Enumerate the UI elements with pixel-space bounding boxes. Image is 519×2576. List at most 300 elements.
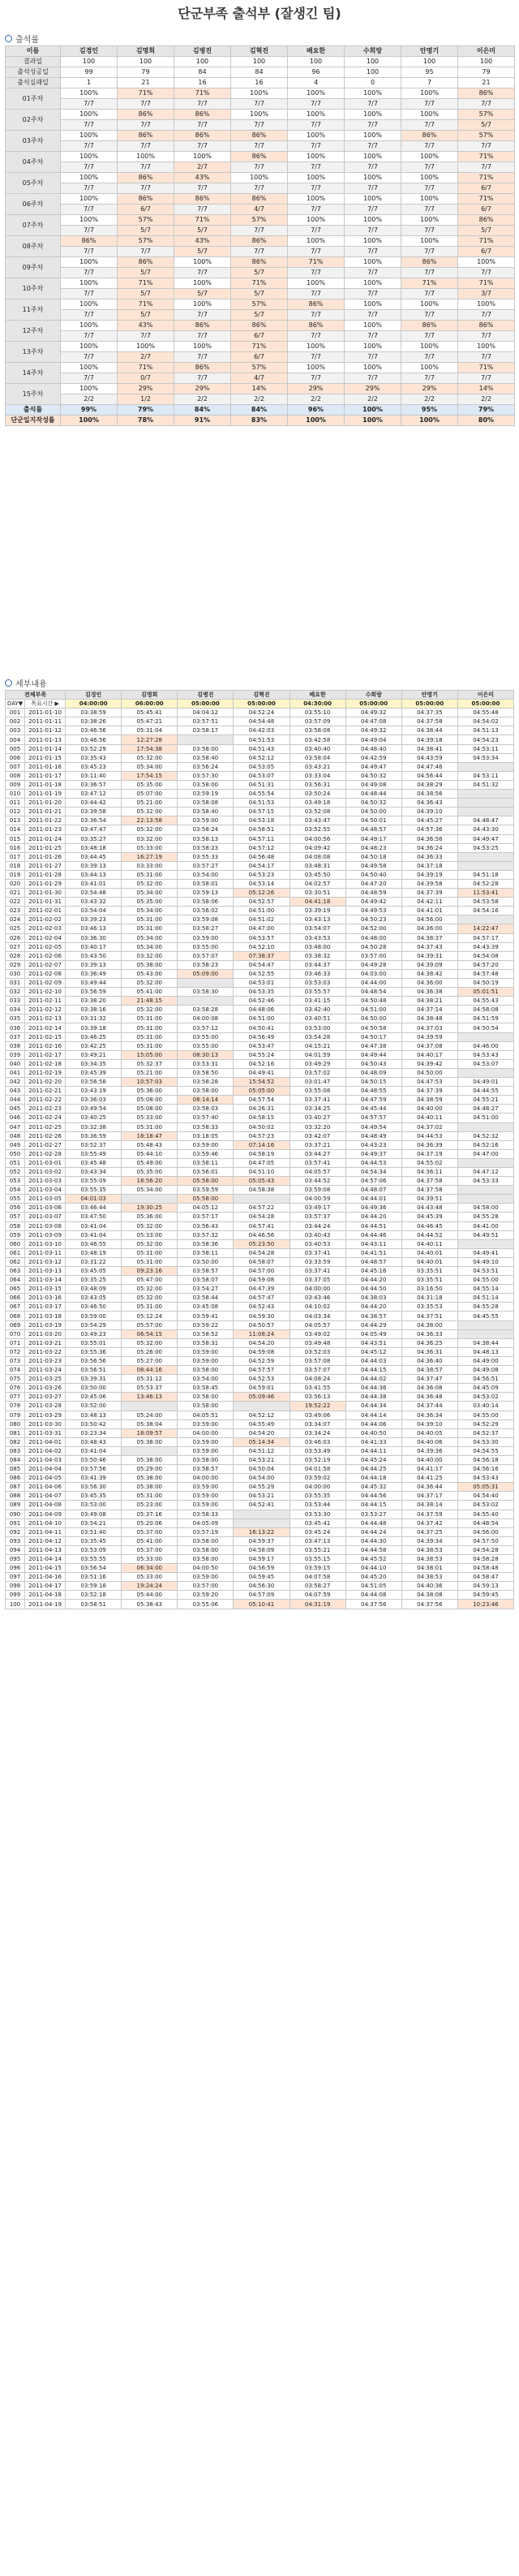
time-cell: 03:58:50 bbox=[178, 1068, 234, 1077]
bullet-icon bbox=[5, 679, 12, 687]
time-cell bbox=[457, 861, 513, 870]
days-value: 7/7 bbox=[174, 373, 231, 384]
day-cell: 2011-03-05 bbox=[25, 1195, 66, 1204]
day-cell: 026 bbox=[6, 933, 25, 942]
time-cell: 04:38:59 bbox=[401, 1096, 457, 1105]
time-cell: 03:33:59 bbox=[290, 1257, 345, 1266]
rate-value: 100% bbox=[61, 342, 118, 352]
meta-value: 21 bbox=[458, 78, 515, 88]
time-cell: 03:43:53 bbox=[290, 933, 345, 942]
day-cell: 095 bbox=[6, 1555, 25, 1564]
time-cell: 04:38:44 bbox=[401, 726, 457, 735]
rate-value: 71% bbox=[118, 299, 174, 310]
row-label: 단군일지작성률 bbox=[6, 416, 61, 426]
days-value: 7/7 bbox=[61, 120, 118, 131]
time-cell: 03:40:53 bbox=[290, 1239, 345, 1248]
time-cell: 03:41:04 bbox=[66, 1230, 122, 1239]
day-cell: 060 bbox=[6, 1239, 25, 1248]
time-cell: 04:37:25 bbox=[401, 1527, 457, 1536]
rate-value: 86% bbox=[231, 194, 288, 205]
time-cell: 04:51:05 bbox=[345, 1582, 401, 1591]
time-cell: 04:37:39 bbox=[401, 1087, 457, 1096]
time-cell: 03:45:06 bbox=[66, 1393, 122, 1402]
time-cell: 04:44:15 bbox=[345, 1366, 401, 1375]
time-cell: 04:56:16 bbox=[457, 1465, 513, 1474]
time-cell: 04:49:58 bbox=[345, 861, 401, 870]
day-cell: 072 bbox=[6, 1347, 25, 1356]
day-cell: 2011-02-28 bbox=[25, 1149, 66, 1158]
header-cell: 김경인 bbox=[61, 46, 118, 57]
detail-row bbox=[6, 1366, 514, 1375]
daily-log-value: 100% bbox=[401, 416, 458, 426]
target-time: 05:00:00 bbox=[345, 700, 401, 709]
days-value: 3/7 bbox=[458, 289, 515, 299]
rate-value: 100% bbox=[61, 299, 118, 310]
time-cell: 03:42:40 bbox=[290, 1006, 345, 1014]
time-cell: 03:49:18 bbox=[290, 799, 345, 808]
detail-row bbox=[6, 1239, 514, 1248]
time-cell: 03:53:09 bbox=[66, 1545, 122, 1554]
days-value: 7/7 bbox=[61, 205, 118, 215]
day-cell: 2011-03-25 bbox=[25, 1375, 66, 1384]
time-cell: 04:52:16 bbox=[234, 1059, 290, 1068]
days-value: 7/7 bbox=[288, 162, 345, 173]
time-cell: 04:48:13 bbox=[457, 1347, 513, 1356]
time-cell: 04:52:46 bbox=[234, 997, 290, 1006]
day-cell: 2011-02-20 bbox=[25, 1078, 66, 1087]
time-cell: 04:55:54 bbox=[234, 790, 290, 799]
target-time: 04:00:00 bbox=[66, 700, 122, 709]
total-rate-value: 79% bbox=[458, 405, 515, 416]
day-cell: 028 bbox=[6, 951, 25, 960]
time-cell: 03:58:03 bbox=[178, 1105, 234, 1114]
time-cell: 03:59:18 bbox=[66, 1582, 122, 1591]
days-value: 7/7 bbox=[458, 331, 515, 342]
time-cell: 04:03:34 bbox=[290, 1312, 345, 1320]
rate-value: 100% bbox=[401, 110, 458, 120]
day-cell: 2011-01-22 bbox=[25, 816, 66, 825]
time-cell: 04:53:14 bbox=[234, 879, 290, 888]
time-cell: 05:32:00 bbox=[122, 1239, 178, 1248]
week-label: 15주차 bbox=[6, 384, 61, 405]
time-cell: 04:38:01 bbox=[401, 1564, 457, 1573]
days-value: 7/7 bbox=[401, 99, 458, 110]
time-cell: 04:38:53 bbox=[401, 1573, 457, 1582]
detail-row bbox=[6, 1059, 514, 1068]
time-cell: 04:49:53 bbox=[345, 907, 401, 915]
time-cell: 04:36:39 bbox=[401, 1140, 457, 1149]
rate-value: 86% bbox=[174, 321, 231, 331]
days-value: 5/7 bbox=[118, 226, 174, 236]
time-cell: 04:38:03 bbox=[345, 1294, 401, 1303]
time-cell: 03:57:41 bbox=[290, 1158, 345, 1167]
day-cell: 079 bbox=[6, 1411, 25, 1419]
days-value: 1/2 bbox=[118, 394, 174, 405]
time-cell: 04:36:31 bbox=[401, 1347, 457, 1356]
detail-row bbox=[6, 1267, 514, 1276]
time-cell: 04:49:08 bbox=[457, 1366, 513, 1375]
time-cell: 04:50:00 bbox=[345, 1014, 401, 1023]
days-value: 5/7 bbox=[458, 226, 515, 236]
rate-value: 29% bbox=[401, 384, 458, 394]
day-cell: 2011-01-12 bbox=[25, 726, 66, 735]
detail-row bbox=[6, 1393, 514, 1402]
meta-value: 100 bbox=[401, 57, 458, 67]
week-days-row bbox=[6, 394, 515, 405]
daily-log-rate-row bbox=[6, 416, 515, 426]
days-value: 4/7 bbox=[231, 205, 288, 215]
rate-value: 100% bbox=[288, 173, 345, 183]
time-cell: 03:35:51 bbox=[401, 1276, 457, 1285]
day-cell: 044 bbox=[6, 1096, 25, 1105]
time-cell: 04:50:32 bbox=[345, 799, 401, 808]
time-cell: 04:01:58 bbox=[290, 1465, 345, 1474]
time-cell: 04:37:42 bbox=[401, 1518, 457, 1527]
day-cell: 2011-04-16 bbox=[25, 1573, 66, 1582]
week-label: 11주차 bbox=[6, 299, 61, 321]
time-cell: 03:56:31 bbox=[290, 780, 345, 789]
time-cell: 04:39:10 bbox=[401, 1419, 457, 1428]
time-cell: 04:49:47 bbox=[457, 834, 513, 843]
time-cell: 04:37:58 bbox=[401, 1186, 457, 1195]
detail-row bbox=[6, 1177, 514, 1186]
time-cell: 04:43:59 bbox=[401, 753, 457, 762]
days-value: 7/7 bbox=[288, 226, 345, 236]
day-cell: 038 bbox=[6, 1041, 25, 1050]
time-cell: 04:55:40 bbox=[457, 1510, 513, 1518]
time-cell: 05:31:00 bbox=[122, 1041, 178, 1050]
detail-row bbox=[6, 1014, 514, 1023]
day-cell: 2011-04-19 bbox=[25, 1600, 66, 1609]
time-cell: 04:54:00 bbox=[234, 1474, 290, 1483]
rate-value: 100% bbox=[288, 110, 345, 120]
time-cell: 18:18:47 bbox=[122, 1131, 178, 1140]
time-cell bbox=[457, 762, 513, 771]
time-cell: 04:52:12 bbox=[234, 1411, 290, 1419]
day-cell: 2011-03-10 bbox=[25, 1239, 66, 1248]
time-cell: 04:50:41 bbox=[234, 1023, 290, 1032]
detail-row bbox=[6, 1510, 514, 1518]
time-cell: 04:44:14 bbox=[345, 1411, 401, 1419]
time-cell: 04:53:57 bbox=[234, 933, 290, 942]
time-cell: 03:56:01 bbox=[178, 1167, 234, 1176]
time-cell: 04:39:31 bbox=[401, 951, 457, 960]
rate-value: 71% bbox=[401, 278, 458, 289]
time-cell: 04:40:00 bbox=[401, 1105, 457, 1114]
time-cell: 03:57:00 bbox=[345, 951, 401, 960]
detail-row bbox=[6, 1195, 514, 1204]
time-cell: 03:37:21 bbox=[290, 1140, 345, 1149]
time-cell: 03:58:28 bbox=[178, 1006, 234, 1014]
time-cell bbox=[457, 1320, 513, 1329]
days-value: 7/7 bbox=[345, 352, 401, 363]
week-rate-row bbox=[6, 110, 515, 120]
time-cell: 04:03:00 bbox=[345, 969, 401, 978]
time-cell: 05:32:00 bbox=[122, 825, 178, 834]
day-cell: 2011-03-31 bbox=[25, 1428, 66, 1437]
day-cell: 017 bbox=[6, 852, 25, 861]
detail-row bbox=[6, 753, 514, 762]
header-cell: 김혁진 bbox=[234, 691, 290, 700]
time-cell: 04:48:27 bbox=[457, 1105, 513, 1114]
time-cell: 05:38:00 bbox=[122, 1474, 178, 1483]
time-cell: 05:10:41 bbox=[234, 1600, 290, 1609]
time-cell: 04:53:18 bbox=[234, 816, 290, 825]
time-cell: 03:38:20 bbox=[66, 997, 122, 1006]
days-value: 5/7 bbox=[118, 289, 174, 299]
day-cell: 2011-03-12 bbox=[25, 1257, 66, 1266]
rate-value: 100% bbox=[345, 194, 401, 205]
time-cell: 03:58:11 bbox=[178, 1158, 234, 1167]
days-value: 7/7 bbox=[61, 373, 118, 384]
time-cell: 04:52:28 bbox=[457, 879, 513, 888]
time-cell: 03:58:00 bbox=[178, 1087, 234, 1096]
time-cell: 04:57:15 bbox=[234, 808, 290, 816]
day-cell: 2011-02-08 bbox=[25, 969, 66, 978]
time-cell: 04:44:34 bbox=[345, 1402, 401, 1411]
time-cell: 03:55:08 bbox=[290, 1087, 345, 1096]
days-value: 7/7 bbox=[174, 310, 231, 321]
time-cell: 04:58:09 bbox=[234, 1545, 290, 1554]
week-label: 09주차 bbox=[6, 257, 61, 278]
time-cell: 03:35:53 bbox=[401, 1303, 457, 1312]
time-cell: 04:38:29 bbox=[401, 780, 457, 789]
rate-value: 100% bbox=[61, 215, 118, 226]
rate-value: 100% bbox=[345, 152, 401, 162]
time-cell: 04:44:06 bbox=[345, 1419, 401, 1428]
time-cell: 03:40:14 bbox=[457, 1402, 513, 1411]
time-cell: 03:57:02 bbox=[290, 1068, 345, 1077]
time-cell: 04:48:57 bbox=[345, 825, 401, 834]
time-cell: 04:53:05 bbox=[234, 762, 290, 771]
time-cell bbox=[457, 1068, 513, 1077]
time-cell: 03:55:00 bbox=[178, 942, 234, 951]
time-cell: 05:32:00 bbox=[122, 879, 178, 888]
time-cell: 04:52:43 bbox=[234, 1303, 290, 1312]
time-cell: 04:43:48 bbox=[401, 1204, 457, 1213]
time-cell: 04:51:00 bbox=[234, 907, 290, 915]
day-cell: 2011-02-12 bbox=[25, 1006, 66, 1014]
time-cell bbox=[457, 1186, 513, 1195]
time-cell: 05:58:00 bbox=[178, 1195, 234, 1204]
time-cell: 04:42:03 bbox=[234, 726, 290, 735]
days-value: 2/7 bbox=[174, 162, 231, 173]
detail-row bbox=[6, 717, 514, 726]
total-rate-value: 79% bbox=[118, 405, 174, 416]
time-cell: 04:51:13 bbox=[457, 726, 513, 735]
time-cell: 03:46:55 bbox=[66, 1239, 122, 1248]
day-cell: 003 bbox=[6, 726, 25, 735]
time-cell: 04:57:22 bbox=[234, 1204, 290, 1213]
time-cell: 04:53:58 bbox=[457, 898, 513, 907]
day-cell: 023 bbox=[6, 907, 25, 915]
meta-value: 79 bbox=[118, 67, 174, 78]
rate-value: 86% bbox=[174, 110, 231, 120]
time-cell: 03:55:36 bbox=[66, 1347, 122, 1356]
time-cell: 10:23:46 bbox=[457, 1600, 513, 1609]
time-cell: 03:43:19 bbox=[66, 1087, 122, 1096]
time-cell: 05:20:06 bbox=[122, 1518, 178, 1527]
day-cell: 2011-02-13 bbox=[25, 1014, 66, 1023]
time-cell: 04:44:10 bbox=[345, 1564, 401, 1573]
rate-value: 100% bbox=[401, 342, 458, 352]
day-cell: 068 bbox=[6, 1312, 25, 1320]
time-cell: 03:49:48 bbox=[290, 1338, 345, 1347]
day-cell: 2011-02-11 bbox=[25, 997, 66, 1006]
time-cell: 04:02:57 bbox=[290, 879, 345, 888]
days-value: 7/7 bbox=[401, 141, 458, 152]
time-cell: 03:59:00 bbox=[178, 1419, 234, 1428]
time-cell: 09:23:16 bbox=[122, 1267, 178, 1276]
time-cell: 04:01:03 bbox=[66, 1195, 122, 1204]
day-cell: 085 bbox=[6, 1465, 25, 1474]
day-cell: 2011-02-17 bbox=[25, 1050, 66, 1059]
time-cell: 04:44:20 bbox=[345, 1303, 401, 1312]
day-cell: 074 bbox=[6, 1366, 25, 1375]
time-cell: 04:53:51 bbox=[457, 1267, 513, 1276]
week-label: 05주차 bbox=[6, 173, 61, 194]
time-cell: 03:57:30 bbox=[178, 771, 234, 780]
week-label: 01주차 bbox=[6, 88, 61, 110]
day-cell: 2011-03-27 bbox=[25, 1393, 66, 1402]
time-cell: 03:50:00 bbox=[66, 1384, 122, 1393]
time-cell: 03:55:21 bbox=[290, 1545, 345, 1554]
time-cell: 03:48:19 bbox=[66, 1248, 122, 1257]
time-cell: 03:49:44 bbox=[66, 979, 122, 988]
time-cell: 03:39:23 bbox=[66, 915, 122, 924]
days-value: 6/7 bbox=[458, 205, 515, 215]
time-cell: 03:41:04 bbox=[66, 1446, 122, 1455]
time-cell: 05:21:00 bbox=[122, 1068, 178, 1077]
time-cell: 05:47:00 bbox=[122, 1276, 178, 1285]
days-value: 7/7 bbox=[61, 99, 118, 110]
time-cell: 04:59:13 bbox=[457, 1582, 513, 1591]
day-cell: 2011-04-17 bbox=[25, 1582, 66, 1591]
rate-value: 71% bbox=[458, 278, 515, 289]
time-cell: 04:45:55 bbox=[457, 1312, 513, 1320]
header-cell: 수희랑 bbox=[345, 691, 401, 700]
time-cell: 04:49:04 bbox=[345, 735, 401, 744]
day-cell: 046 bbox=[6, 1114, 25, 1122]
day-cell: 2011-04-10 bbox=[25, 1518, 66, 1527]
day-cell: 091 bbox=[6, 1518, 25, 1527]
day-cell: 2011-04-07 bbox=[25, 1492, 66, 1501]
time-cell: 05:09:00 bbox=[178, 969, 234, 978]
days-value: 6/7 bbox=[118, 205, 174, 215]
target-time: 04:30:00 bbox=[290, 700, 345, 709]
time-cell bbox=[457, 1329, 513, 1338]
time-cell bbox=[122, 1195, 178, 1204]
day-cell: 025 bbox=[6, 924, 25, 933]
day-cell: 2011-01-20 bbox=[25, 799, 66, 808]
day-cell: 071 bbox=[6, 1338, 25, 1347]
meta-value: 96 bbox=[288, 67, 345, 78]
time-cell: 04:08:08 bbox=[290, 852, 345, 861]
time-cell: 03:46:56 bbox=[66, 735, 122, 744]
detail-row bbox=[6, 1446, 514, 1455]
day-cell: 2011-01-31 bbox=[25, 898, 66, 907]
time-cell: 04:09:42 bbox=[290, 843, 345, 852]
time-cell: 04:53:07 bbox=[457, 1059, 513, 1068]
rate-value: 71% bbox=[174, 88, 231, 99]
target-row bbox=[6, 700, 514, 709]
time-cell: 03:58:52 bbox=[178, 1329, 234, 1338]
time-cell: 05:31:00 bbox=[122, 1248, 178, 1257]
time-cell: 04:38:53 bbox=[401, 1545, 457, 1554]
detail-row bbox=[6, 1384, 514, 1393]
time-cell: 04:48:54 bbox=[345, 988, 401, 997]
day-sort-toggle[interactable]: DAY▼ bbox=[6, 700, 25, 709]
time-cell: 05:44:00 bbox=[122, 1591, 178, 1600]
time-cell bbox=[122, 1446, 178, 1455]
time-cell: 03:58:00 bbox=[178, 1545, 234, 1554]
time-cell: 04:41:33 bbox=[345, 1437, 401, 1446]
time-cell: 03:38:59 bbox=[66, 709, 122, 717]
rate-value: 100% bbox=[61, 384, 118, 394]
day-cell: 2011-01-18 bbox=[25, 780, 66, 789]
time-cell: 16:13:22 bbox=[234, 1527, 290, 1536]
time-cell: 03:36:59 bbox=[66, 1131, 122, 1140]
time-cell: 04:39:09 bbox=[401, 960, 457, 969]
time-cell: 04:43:11 bbox=[345, 1239, 401, 1248]
time-cell: 03:58:24 bbox=[178, 825, 234, 834]
detail-row bbox=[6, 1023, 514, 1032]
rate-value: 100% bbox=[345, 173, 401, 183]
days-value: 7/7 bbox=[401, 205, 458, 215]
detail-row bbox=[6, 1527, 514, 1536]
detail-row bbox=[6, 1474, 514, 1483]
day-cell: 2011-04-03 bbox=[25, 1455, 66, 1464]
header-cell: 전체부족 bbox=[6, 691, 66, 700]
detail-row bbox=[6, 1167, 514, 1176]
rate-value: 100% bbox=[288, 131, 345, 141]
time-cell: 04:49:32 bbox=[345, 726, 401, 735]
day-cell: 2011-01-10 bbox=[25, 709, 66, 717]
time-cell: 04:50:01 bbox=[345, 816, 401, 825]
day-cell: 097 bbox=[6, 1573, 25, 1582]
day-cell: 004 bbox=[6, 735, 25, 744]
day-cell: 2011-03-21 bbox=[25, 1338, 66, 1347]
time-cell: 04:57:20 bbox=[457, 960, 513, 969]
time-cell: 04:53:23 bbox=[234, 870, 290, 879]
time-cell: 04:41:18 bbox=[290, 898, 345, 907]
target-time: 05:00:00 bbox=[234, 700, 290, 709]
time-cell: 04:38:41 bbox=[401, 744, 457, 753]
day-cell: 2011-03-17 bbox=[25, 1303, 66, 1312]
detail-row bbox=[6, 1437, 514, 1446]
time-cell: 03:56:30 bbox=[66, 1483, 122, 1492]
time-cell: 04:45:27 bbox=[401, 816, 457, 825]
time-cell: 03:58:17 bbox=[178, 726, 234, 735]
rate-value: 100% bbox=[401, 363, 458, 373]
time-cell: 04:37:47 bbox=[401, 1375, 457, 1384]
time-cell: 03:32:20 bbox=[290, 1122, 345, 1131]
time-cell: 03:58:00 bbox=[178, 1402, 234, 1411]
time-cell: 03:40:43 bbox=[290, 1230, 345, 1239]
days-value: 7/7 bbox=[288, 289, 345, 299]
time-cell bbox=[457, 1158, 513, 1167]
day-cell: 076 bbox=[6, 1384, 25, 1393]
time-cell: 04:55:02 bbox=[401, 1158, 457, 1167]
rate-value: 100% bbox=[288, 194, 345, 205]
day-cell: 2011-02-04 bbox=[25, 933, 66, 942]
time-cell: 04:59:45 bbox=[457, 1591, 513, 1600]
header-cell: 이은미 bbox=[458, 46, 515, 57]
time-cell: 04:54:40 bbox=[457, 1492, 513, 1501]
time-cell: 04:40:36 bbox=[401, 1582, 457, 1591]
rate-value: 71% bbox=[458, 236, 515, 247]
day-cell: 2011-02-14 bbox=[25, 1023, 66, 1032]
